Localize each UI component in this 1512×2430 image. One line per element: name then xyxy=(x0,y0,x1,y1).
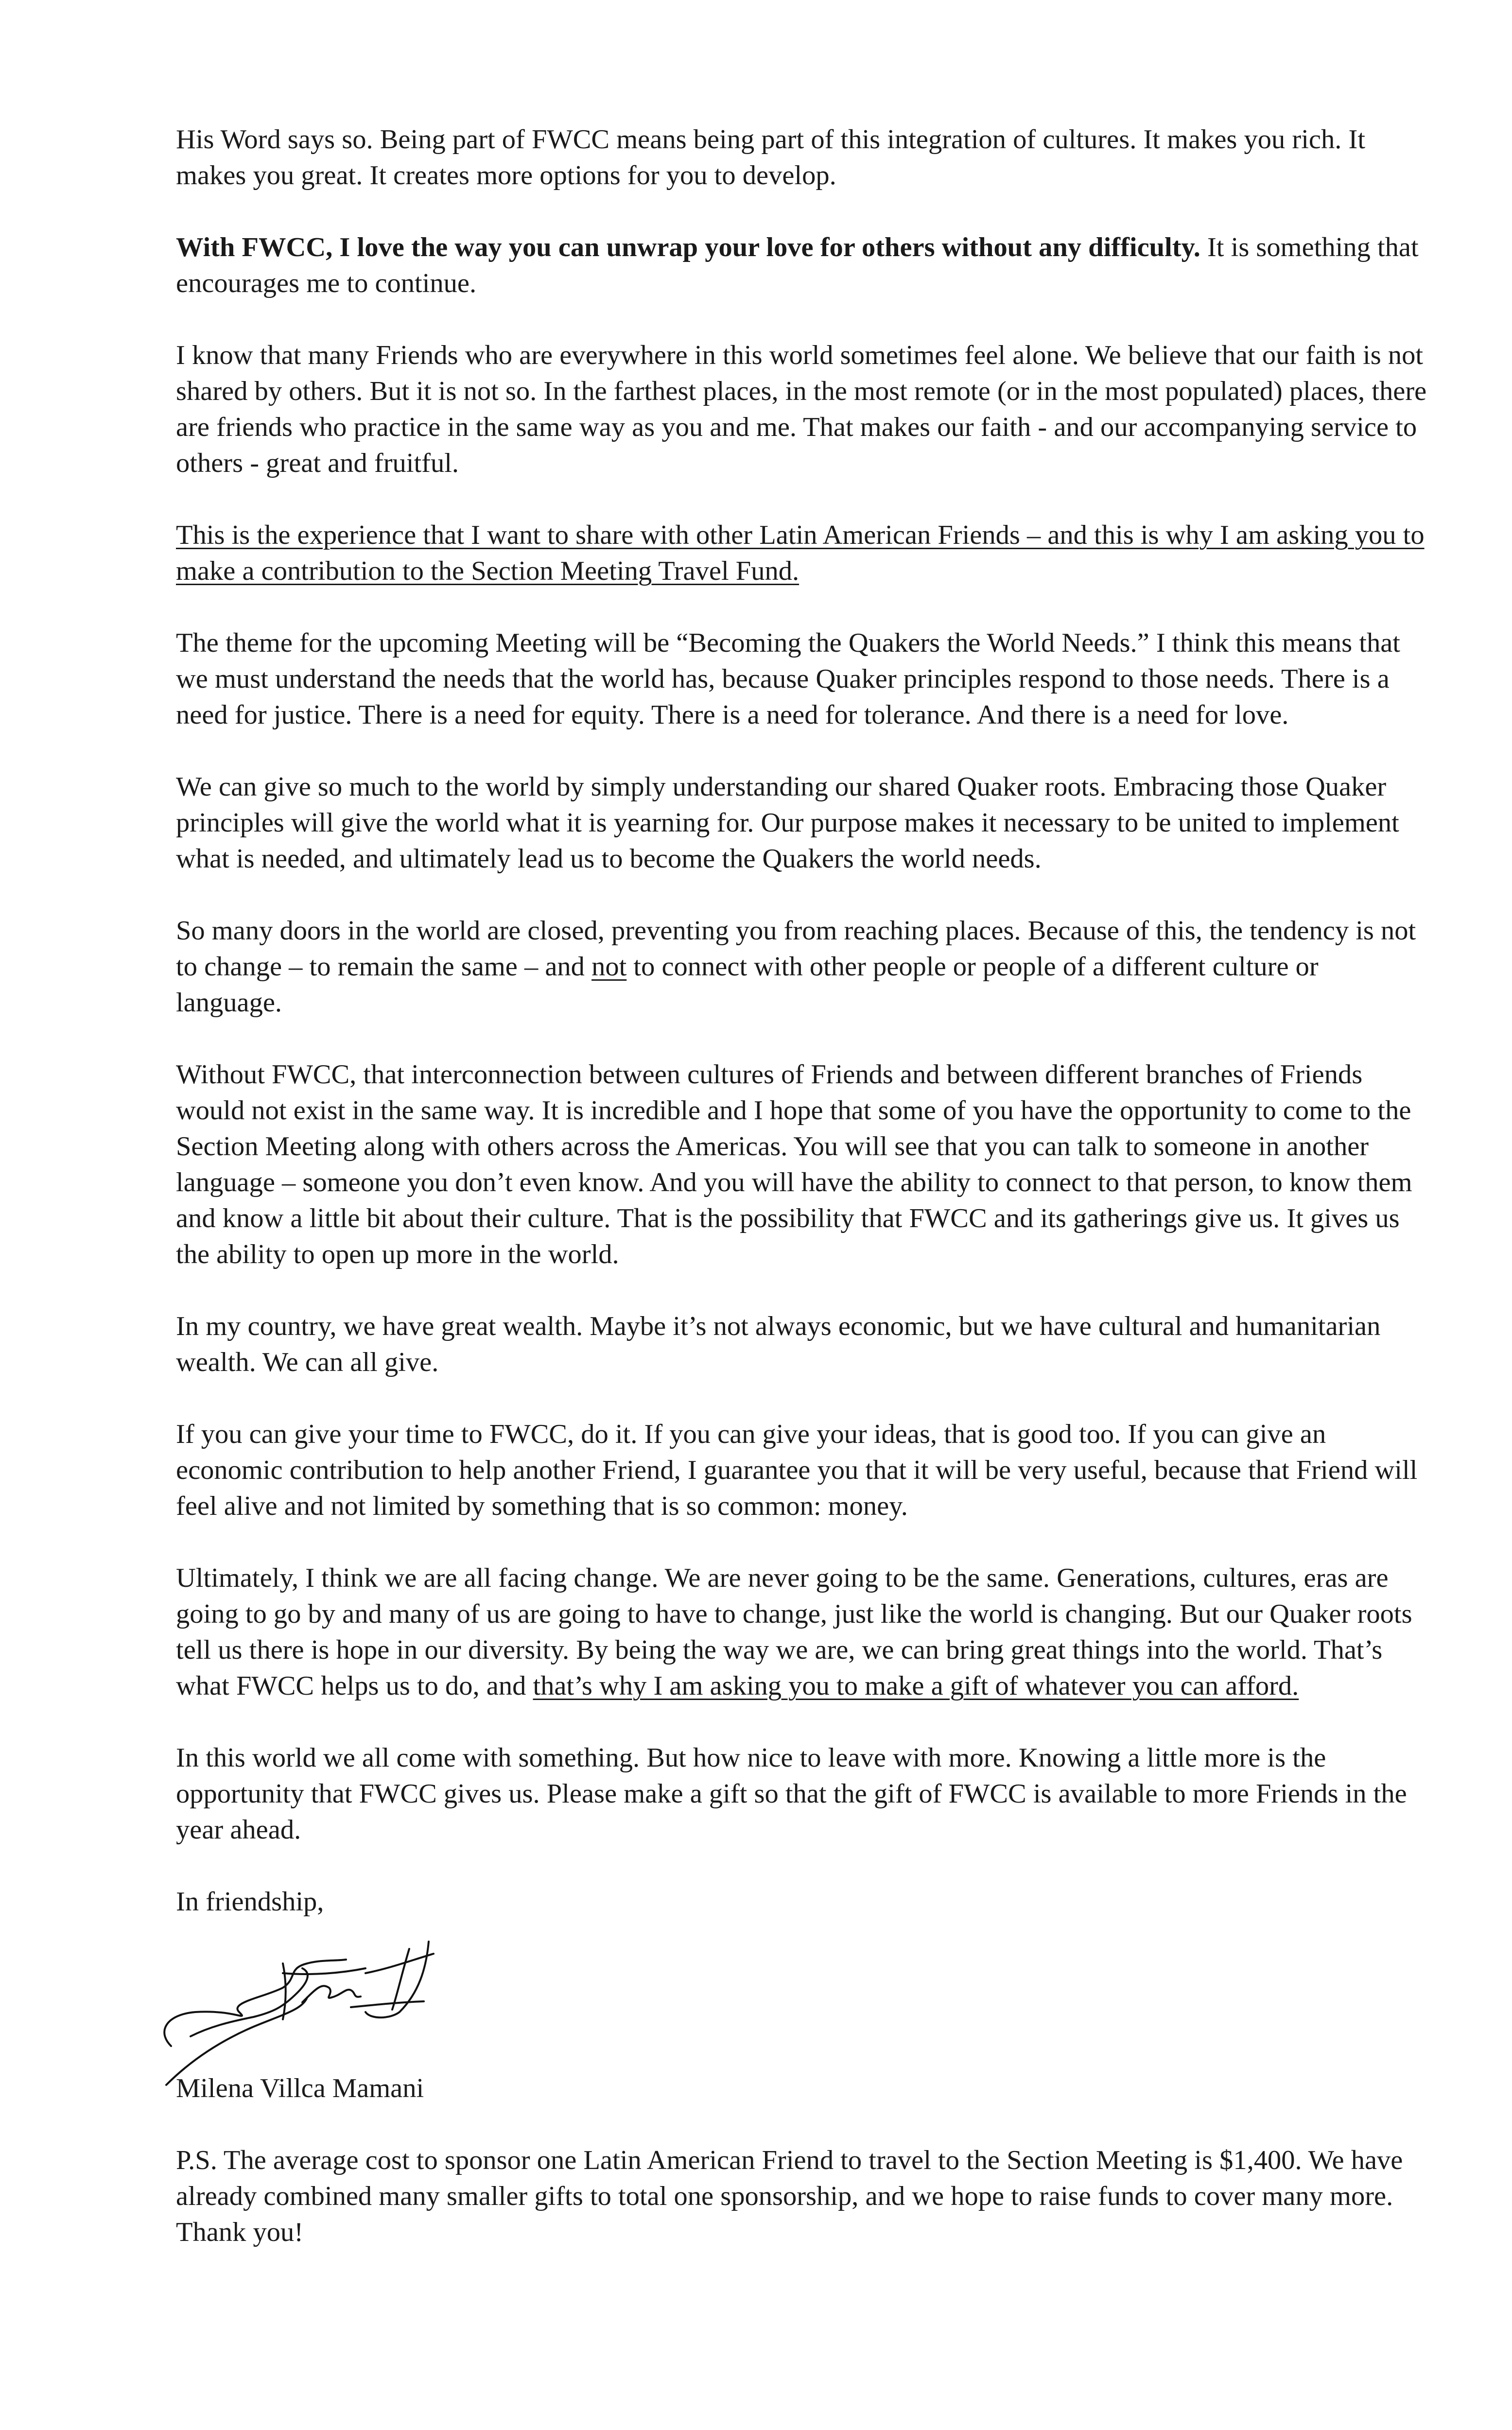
signer-name: Milena Villca Mamani xyxy=(176,2073,424,2103)
paragraph-8: Without FWCC, that interconnection between cultures of Friends and between different branches of Friends would not exist in the same way. It is incredible and I hope that some of you have the opportunity to come to the Section Meeting along with others across the Americas. You will see that you can talk to someone in another language – someone you don’t even know. And you will have the ability to connect to that person, to know them and know a little bit about their culture. That is the possibility that FWCC and its gatherings give us. It gives us the ability to open up more in the world. xyxy=(176,1059,1412,1269)
letter-body xyxy=(176,122,1430,2286)
paragraph-1: His Word says so. Being part of FWCC means being part of this integration of cultures. It makes you rich. It makes you great. It creates more options for you to develop. xyxy=(176,124,1366,191)
paragraph-7 xyxy=(176,913,1430,1021)
handwritten-signature-icon xyxy=(137,1915,506,2090)
closing-salutation: In friendship, xyxy=(176,1887,324,1917)
paragraph-9: In my country, we have great wealth. Maybe it’s not always economic, but we have cultural and humanitarian wealth. We can all give. xyxy=(176,1311,1381,1377)
paragraph-11 xyxy=(176,1560,1430,1704)
paragraph-10: If you can give your time to FWCC, do it. If you can give your ideas, that is good too. If you can give an economic contribution to help another Friend, I guarantee you that it will be very useful, because that Friend will feel alive and not limited by something that is so common: money. xyxy=(176,1419,1418,1521)
paragraph-6: We can give so much to the world by simply understanding our shared Quaker roots. Embracing those Quaker principles will give the world what it is yearning for. Our purpose makes it necessary to be united to implement what is needed, and ultimately lead us to become the Quakers the world needs. xyxy=(176,772,1399,874)
paragraph-11-part-a: Ultimately, I think we are all facing change. We are never going to be the same. Generations, cultures, eras are going to go by and many of us are going to have to change, just like the world is changing. But our Quaker roots tell us there is hope in our diversity. By being the way we are, we can bring great things into the world. That’s what FWCC helps us to do, and xyxy=(176,1563,1412,1701)
postscript: P.S. The average cost to sponsor one Latin American Friend to travel to the Section Meeting is $1,400. We have already combined many smaller gifts to total one sponsorship, and we hope to raise funds to cover many more. Thank you! xyxy=(176,2145,1403,2247)
paragraph-7-part-b: to connect with other people or people of a different culture or language. xyxy=(176,952,1319,1018)
signature xyxy=(137,1925,1430,2070)
paragraph-3: I know that many Friends who are everywhere in this world sometimes feel alone. We believe that our faith is not shared by others. But it is not so. In the farthest places, in the most remote (or in the most populated) places, there are friends who practice in the same way as you and me. That makes our faith - and our accompanying service to others - great and fruitful. xyxy=(176,340,1427,478)
paragraph-2-bold-lead: With FWCC, I love the way you can unwrap your love for others without any difficulty. xyxy=(176,232,1200,262)
paragraph-4-appeal xyxy=(176,517,1430,589)
paragraph-11-underlined: that’s why I am asking you to make a gift of whatever you can afford. xyxy=(533,1671,1299,1701)
paragraph-2-rest: It is something that encourages me to continue. xyxy=(176,232,1419,298)
paragraph-5: The theme for the upcoming Meeting will be “Becoming the Quakers the World Needs.” I think this means that we must understand the needs that the world has, because Quaker principles respond to those needs. There is a need for justice. There is a need for equity. There is a need for tolerance. And there is a need for love. xyxy=(176,628,1400,730)
paragraph-4-underlined: This is the experience that I want to share with other Latin American Friends – and this is why I am asking you to make a contribution to the Section Meeting Travel Fund. xyxy=(176,520,1425,586)
paragraph-7-underlined-word: not xyxy=(591,952,627,982)
paragraph-12: In this world we all come with something. But how nice to leave with more. Knowing a little more is the opportunity that FWCC gives us. Please make a gift so that the gift of FWCC is available to more Friends in the year ahead. xyxy=(176,1743,1407,1845)
paragraph-2 xyxy=(176,229,1430,301)
paragraph-7-part-a: So many doors in the world are closed, preventing you from reaching places. Because of this, the tendency is not to change – to remain the same – and xyxy=(176,916,1416,982)
